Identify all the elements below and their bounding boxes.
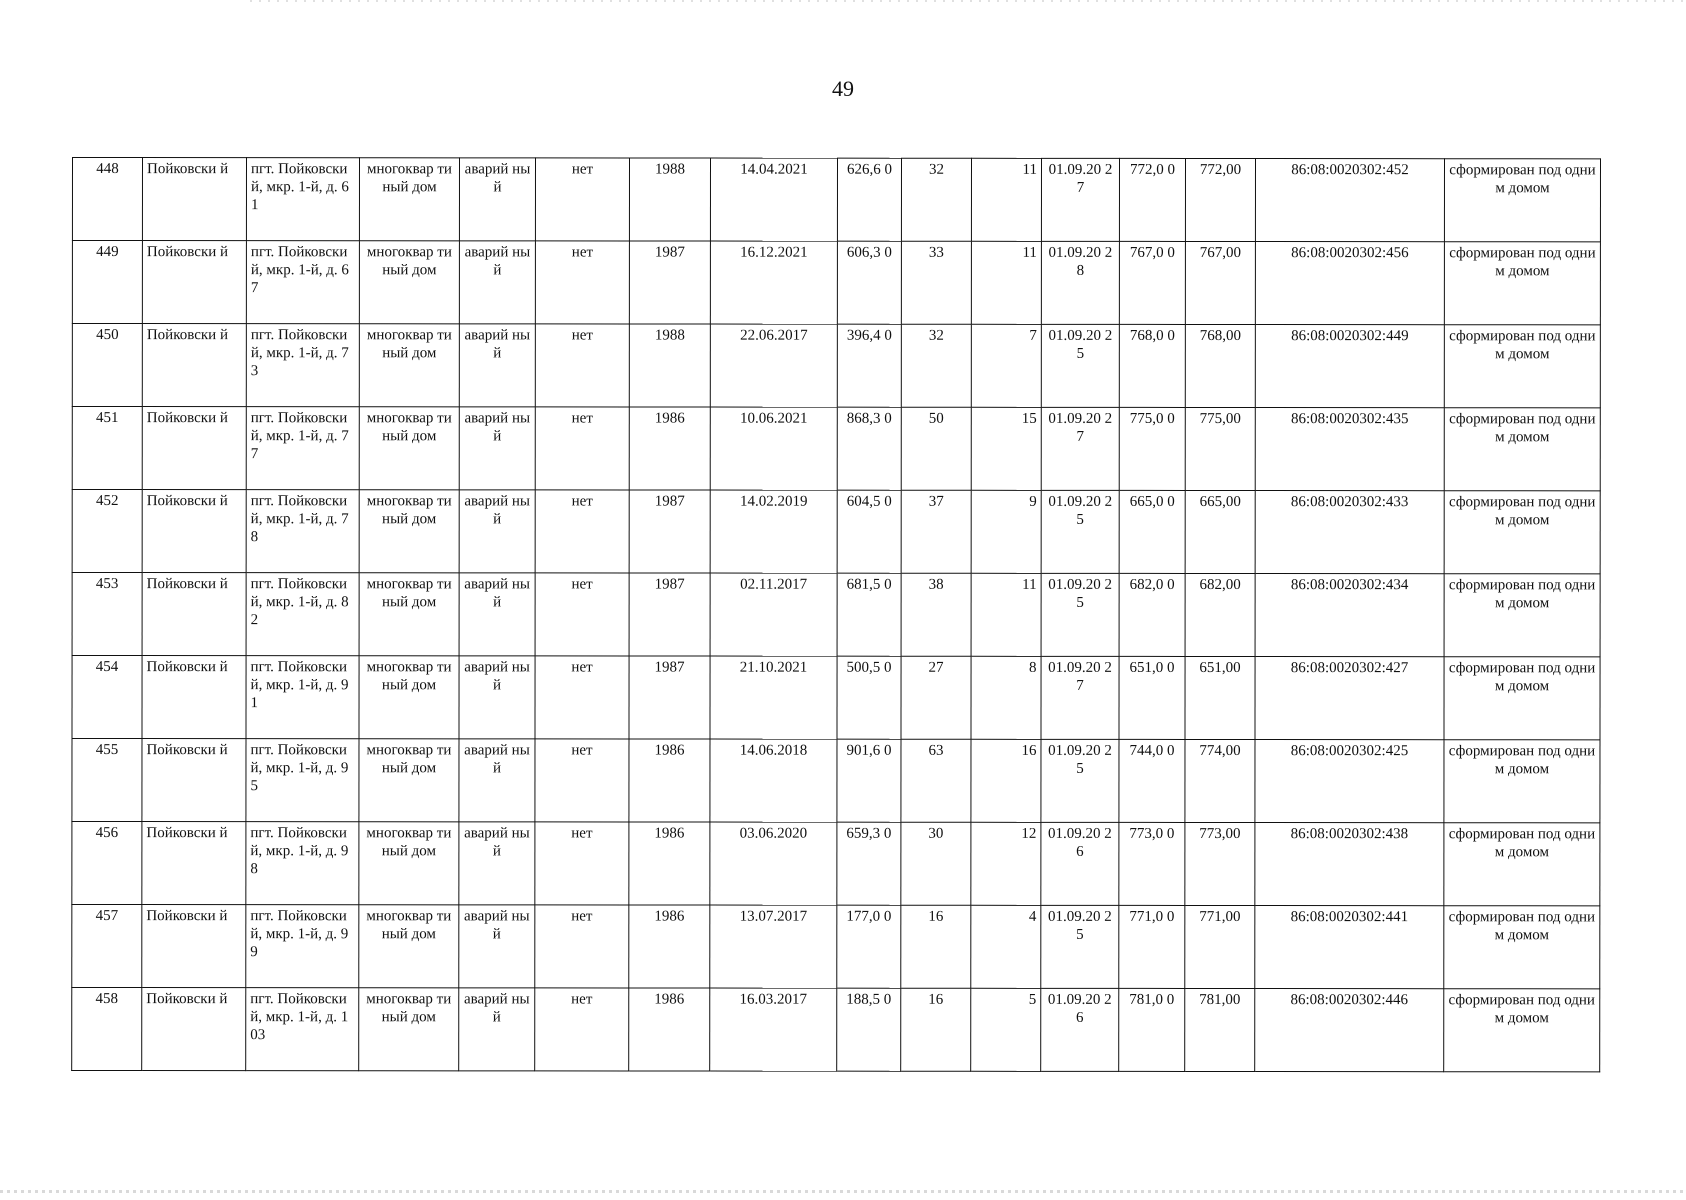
table-row: [72, 988, 1600, 1072]
year-cell: 1986: [629, 822, 710, 905]
apartments-cell: 11: [971, 241, 1041, 324]
municipality-cell: Пойковски й: [142, 407, 246, 490]
note-cell: сформирован под одним домом: [1444, 823, 1600, 906]
date-cell: 13.07.2017: [710, 905, 837, 988]
status-cell: аварий ный: [459, 158, 535, 241]
address-cell: пгт. Пойковский, мкр. 1-й, д. 61: [246, 158, 359, 241]
address-cell: пгт. Пойковский, мкр. 1-й, д. 95: [246, 739, 359, 822]
land-area-cell: 768,0 0: [1119, 324, 1185, 407]
building-type-cell: многоквар тиный дом: [359, 988, 459, 1071]
residents-cell: 30: [901, 822, 971, 905]
land-area-cell: 665,0 0: [1119, 490, 1185, 573]
building-type-cell: многоквар тиный дом: [359, 407, 459, 490]
municipality-cell: Пойковски й: [142, 490, 246, 573]
land-area-cell: 773,0 0: [1119, 822, 1185, 905]
date-cell: 21.10.2021: [710, 656, 837, 739]
year-cell: 1988: [629, 158, 710, 241]
address-cell: пгт. Пойковский, мкр. 1-й, д. 78: [246, 490, 359, 573]
land-area-total-cell: 781,00: [1185, 988, 1255, 1071]
deadline-cell: 01.09.20 26: [1041, 822, 1119, 905]
municipality-cell: Пойковски й: [142, 905, 246, 988]
deadline-cell: 01.09.20 27: [1041, 158, 1119, 241]
area-cell: 188,5 0: [837, 988, 901, 1071]
status-cell: аварий ный: [459, 573, 535, 656]
address-cell: пгт. Пойковский, мкр. 1-й, д. 77: [246, 407, 359, 490]
area-cell: 396,4 0: [837, 324, 901, 407]
table-row: [72, 158, 1600, 242]
status-cell: аварий ный: [459, 739, 535, 822]
building-type-cell: многоквар тиный дом: [359, 324, 459, 407]
scan-artifact-top: [250, 0, 1686, 2]
land-area-cell: 682,0 0: [1119, 573, 1185, 656]
page-number: 49: [832, 76, 854, 101]
date-cell: 16.03.2017: [710, 988, 837, 1071]
residents-cell: 63: [901, 739, 971, 822]
municipality-cell: Пойковски й: [142, 822, 246, 905]
land-area-cell: 775,0 0: [1119, 407, 1185, 490]
row-number: 448: [72, 158, 142, 241]
apartments-cell: 16: [971, 739, 1041, 822]
deadline-cell: 01.09.20 25: [1041, 905, 1119, 988]
status-cell: аварий ный: [459, 490, 535, 573]
area-cell: 659,3 0: [837, 822, 901, 905]
note-cell: сформирован под одним домом: [1444, 325, 1600, 408]
table-row: [72, 241, 1600, 325]
year-cell: 1988: [629, 324, 710, 407]
residents-cell: 38: [901, 573, 971, 656]
row-number: 456: [72, 822, 142, 905]
cadastral-number-cell: 86:08:0020302:433: [1255, 491, 1444, 574]
note-cell: сформирован под одним домом: [1444, 989, 1600, 1072]
year-cell: 1987: [629, 573, 710, 656]
land-area-total-cell: 767,00: [1185, 241, 1255, 324]
residents-cell: 37: [901, 490, 971, 573]
cadastral-number-cell: 86:08:0020302:441: [1255, 906, 1444, 989]
year-cell: 1987: [629, 490, 710, 573]
area-cell: 500,5 0: [837, 656, 901, 739]
deadline-cell: 01.09.20 25: [1041, 739, 1119, 822]
flag-cell: нет: [535, 324, 629, 407]
cadastral-number-cell: 86:08:0020302:449: [1255, 325, 1444, 408]
address-cell: пгт. Пойковский, мкр. 1-й, д. 73: [246, 324, 359, 407]
flag-cell: нет: [535, 241, 629, 324]
flag-cell: нет: [535, 573, 629, 656]
address-cell: пгт. Пойковский, мкр. 1-й, д. 91: [246, 656, 359, 739]
land-area-cell: 651,0 0: [1119, 656, 1185, 739]
date-cell: 14.06.2018: [710, 739, 837, 822]
year-cell: 1986: [629, 988, 710, 1071]
row-number: 450: [72, 324, 142, 407]
year-cell: 1986: [629, 905, 710, 988]
cadastral-number-cell: 86:08:0020302:434: [1255, 574, 1444, 657]
date-cell: 03.06.2020: [710, 822, 837, 905]
land-area-total-cell: 775,00: [1185, 407, 1255, 490]
table-row: [72, 739, 1600, 823]
flag-cell: нет: [535, 822, 629, 905]
flag-cell: нет: [535, 656, 629, 739]
land-area-cell: 767,0 0: [1119, 241, 1185, 324]
cadastral-number-cell: 86:08:0020302:452: [1255, 159, 1444, 242]
table-row: [72, 822, 1600, 906]
note-cell: сформирован под одним домом: [1444, 159, 1600, 242]
table-row: [72, 407, 1600, 491]
land-area-cell: 772,0 0: [1119, 158, 1185, 241]
date-cell: 14.04.2021: [710, 158, 837, 241]
residents-cell: 32: [901, 324, 971, 407]
cadastral-number-cell: 86:08:0020302:435: [1255, 408, 1444, 491]
flag-cell: нет: [535, 988, 629, 1071]
scan-artifact-bottom: [0, 1190, 1686, 1193]
apartments-cell: 11: [971, 158, 1041, 241]
note-cell: сформирован под одним домом: [1444, 242, 1600, 325]
area-cell: 626,6 0: [837, 158, 901, 241]
table-row: [72, 573, 1600, 657]
land-area-total-cell: 665,00: [1185, 490, 1255, 573]
flag-cell: нет: [535, 158, 629, 241]
building-type-cell: многоквар тиный дом: [359, 573, 459, 656]
deadline-cell: 01.09.20 27: [1041, 407, 1119, 490]
apartments-cell: 5: [971, 988, 1041, 1071]
date-cell: 14.02.2019: [710, 490, 837, 573]
area-cell: 681,5 0: [837, 573, 901, 656]
apartments-cell: 11: [971, 573, 1041, 656]
municipality-cell: Пойковски й: [142, 573, 246, 656]
deadline-cell: 01.09.20 26: [1041, 988, 1119, 1071]
row-number: 453: [72, 573, 142, 656]
building-type-cell: многоквар тиный дом: [359, 656, 459, 739]
land-area-total-cell: 771,00: [1185, 905, 1255, 988]
municipality-cell: Пойковски й: [142, 158, 246, 241]
status-cell: аварий ный: [459, 241, 535, 324]
apartments-cell: 8: [971, 656, 1041, 739]
municipality-cell: Пойковски й: [142, 656, 246, 739]
cadastral-number-cell: 86:08:0020302:427: [1255, 657, 1444, 740]
land-area-cell: 744,0 0: [1119, 739, 1185, 822]
cadastral-number-cell: 86:08:0020302:438: [1255, 823, 1444, 906]
municipality-cell: Пойковски й: [142, 324, 246, 407]
note-cell: сформирован под одним домом: [1444, 491, 1600, 574]
apartments-cell: 12: [971, 822, 1041, 905]
status-cell: аварий ный: [459, 988, 535, 1071]
residents-cell: 27: [901, 656, 971, 739]
land-area-cell: 771,0 0: [1119, 905, 1185, 988]
building-type-cell: многоквар тиный дом: [359, 739, 459, 822]
status-cell: аварий ный: [459, 407, 535, 490]
year-cell: 1986: [629, 739, 710, 822]
note-cell: сформирован под одним домом: [1444, 906, 1600, 989]
residents-cell: 33: [901, 241, 971, 324]
flag-cell: нет: [535, 905, 629, 988]
note-cell: сформирован под одним домом: [1444, 657, 1600, 740]
address-cell: пгт. Пойковский, мкр. 1-й, д. 67: [246, 241, 359, 324]
area-cell: 606,3 0: [837, 241, 901, 324]
table-row: [72, 490, 1600, 574]
building-type-cell: многоквар тиный дом: [359, 158, 459, 241]
building-type-cell: многоквар тиный дом: [359, 241, 459, 324]
note-cell: сформирован под одним домом: [1444, 408, 1600, 491]
area-cell: 177,0 0: [837, 905, 901, 988]
cadastral-number-cell: 86:08:0020302:446: [1255, 989, 1444, 1072]
year-cell: 1986: [629, 407, 710, 490]
land-area-total-cell: 651,00: [1185, 656, 1255, 739]
apartments-cell: 7: [971, 324, 1041, 407]
row-number: 451: [72, 407, 142, 490]
row-number: 455: [72, 739, 142, 822]
apartments-cell: 15: [971, 407, 1041, 490]
flag-cell: нет: [535, 739, 629, 822]
municipality-cell: Пойковски й: [142, 988, 246, 1071]
building-type-cell: многоквар тиный дом: [359, 822, 459, 905]
municipality-cell: Пойковски й: [142, 241, 246, 324]
address-cell: пгт. Пойковский, мкр. 1-й, д. 98: [246, 822, 359, 905]
deadline-cell: 01.09.20 27: [1041, 656, 1119, 739]
municipality-cell: Пойковски й: [142, 739, 246, 822]
area-cell: 604,5 0: [837, 490, 901, 573]
apartments-cell: 9: [971, 490, 1041, 573]
deadline-cell: 01.09.20 25: [1041, 490, 1119, 573]
area-cell: 901,6 0: [837, 739, 901, 822]
status-cell: аварий ный: [459, 324, 535, 407]
cadastral-number-cell: 86:08:0020302:425: [1255, 740, 1444, 823]
address-cell: пгт. Пойковский, мкр. 1-й, д. 99: [246, 905, 359, 988]
address-cell: пгт. Пойковский, мкр. 1-й, д. 103: [246, 988, 359, 1071]
table-body: [72, 158, 1601, 1072]
year-cell: 1987: [629, 656, 710, 739]
land-area-cell: 781,0 0: [1119, 988, 1185, 1071]
apartments-cell: 4: [971, 905, 1041, 988]
deadline-cell: 01.09.20 25: [1041, 573, 1119, 656]
date-cell: 02.11.2017: [710, 573, 837, 656]
residents-cell: 16: [901, 905, 971, 988]
land-area-total-cell: 772,00: [1185, 158, 1255, 241]
status-cell: аварий ный: [459, 905, 535, 988]
row-number: 454: [72, 656, 142, 739]
land-area-total-cell: 773,00: [1185, 822, 1255, 905]
year-cell: 1987: [629, 241, 710, 324]
area-cell: 868,3 0: [837, 407, 901, 490]
note-cell: сформирован под одним домом: [1444, 574, 1600, 657]
date-cell: 22.06.2017: [710, 324, 837, 407]
row-number: 449: [72, 241, 142, 324]
table-row: [72, 656, 1600, 740]
flag-cell: нет: [535, 490, 629, 573]
building-type-cell: многоквар тиный дом: [359, 490, 459, 573]
residents-cell: 50: [901, 407, 971, 490]
building-type-cell: многоквар тиный дом: [359, 905, 459, 988]
status-cell: аварий ный: [459, 656, 535, 739]
table-row: [72, 324, 1600, 408]
table-row: [72, 905, 1600, 989]
row-number: 457: [72, 905, 142, 988]
land-area-total-cell: 768,00: [1185, 324, 1255, 407]
deadline-cell: 01.09.20 28: [1041, 241, 1119, 324]
cadastral-number-cell: 86:08:0020302:456: [1255, 242, 1444, 325]
row-number: 458: [72, 988, 142, 1071]
housing-registry-table: [71, 157, 1601, 1072]
date-cell: 10.06.2021: [710, 407, 837, 490]
land-area-total-cell: 774,00: [1185, 739, 1255, 822]
residents-cell: 32: [901, 158, 971, 241]
residents-cell: 16: [901, 988, 971, 1071]
date-cell: 16.12.2021: [710, 241, 837, 324]
address-cell: пгт. Пойковский, мкр. 1-й, д. 82: [246, 573, 359, 656]
status-cell: аварий ный: [459, 822, 535, 905]
row-number: 452: [72, 490, 142, 573]
note-cell: сформирован под одним домом: [1444, 740, 1600, 823]
deadline-cell: 01.09.20 25: [1041, 324, 1119, 407]
flag-cell: нет: [535, 407, 629, 490]
land-area-total-cell: 682,00: [1185, 573, 1255, 656]
